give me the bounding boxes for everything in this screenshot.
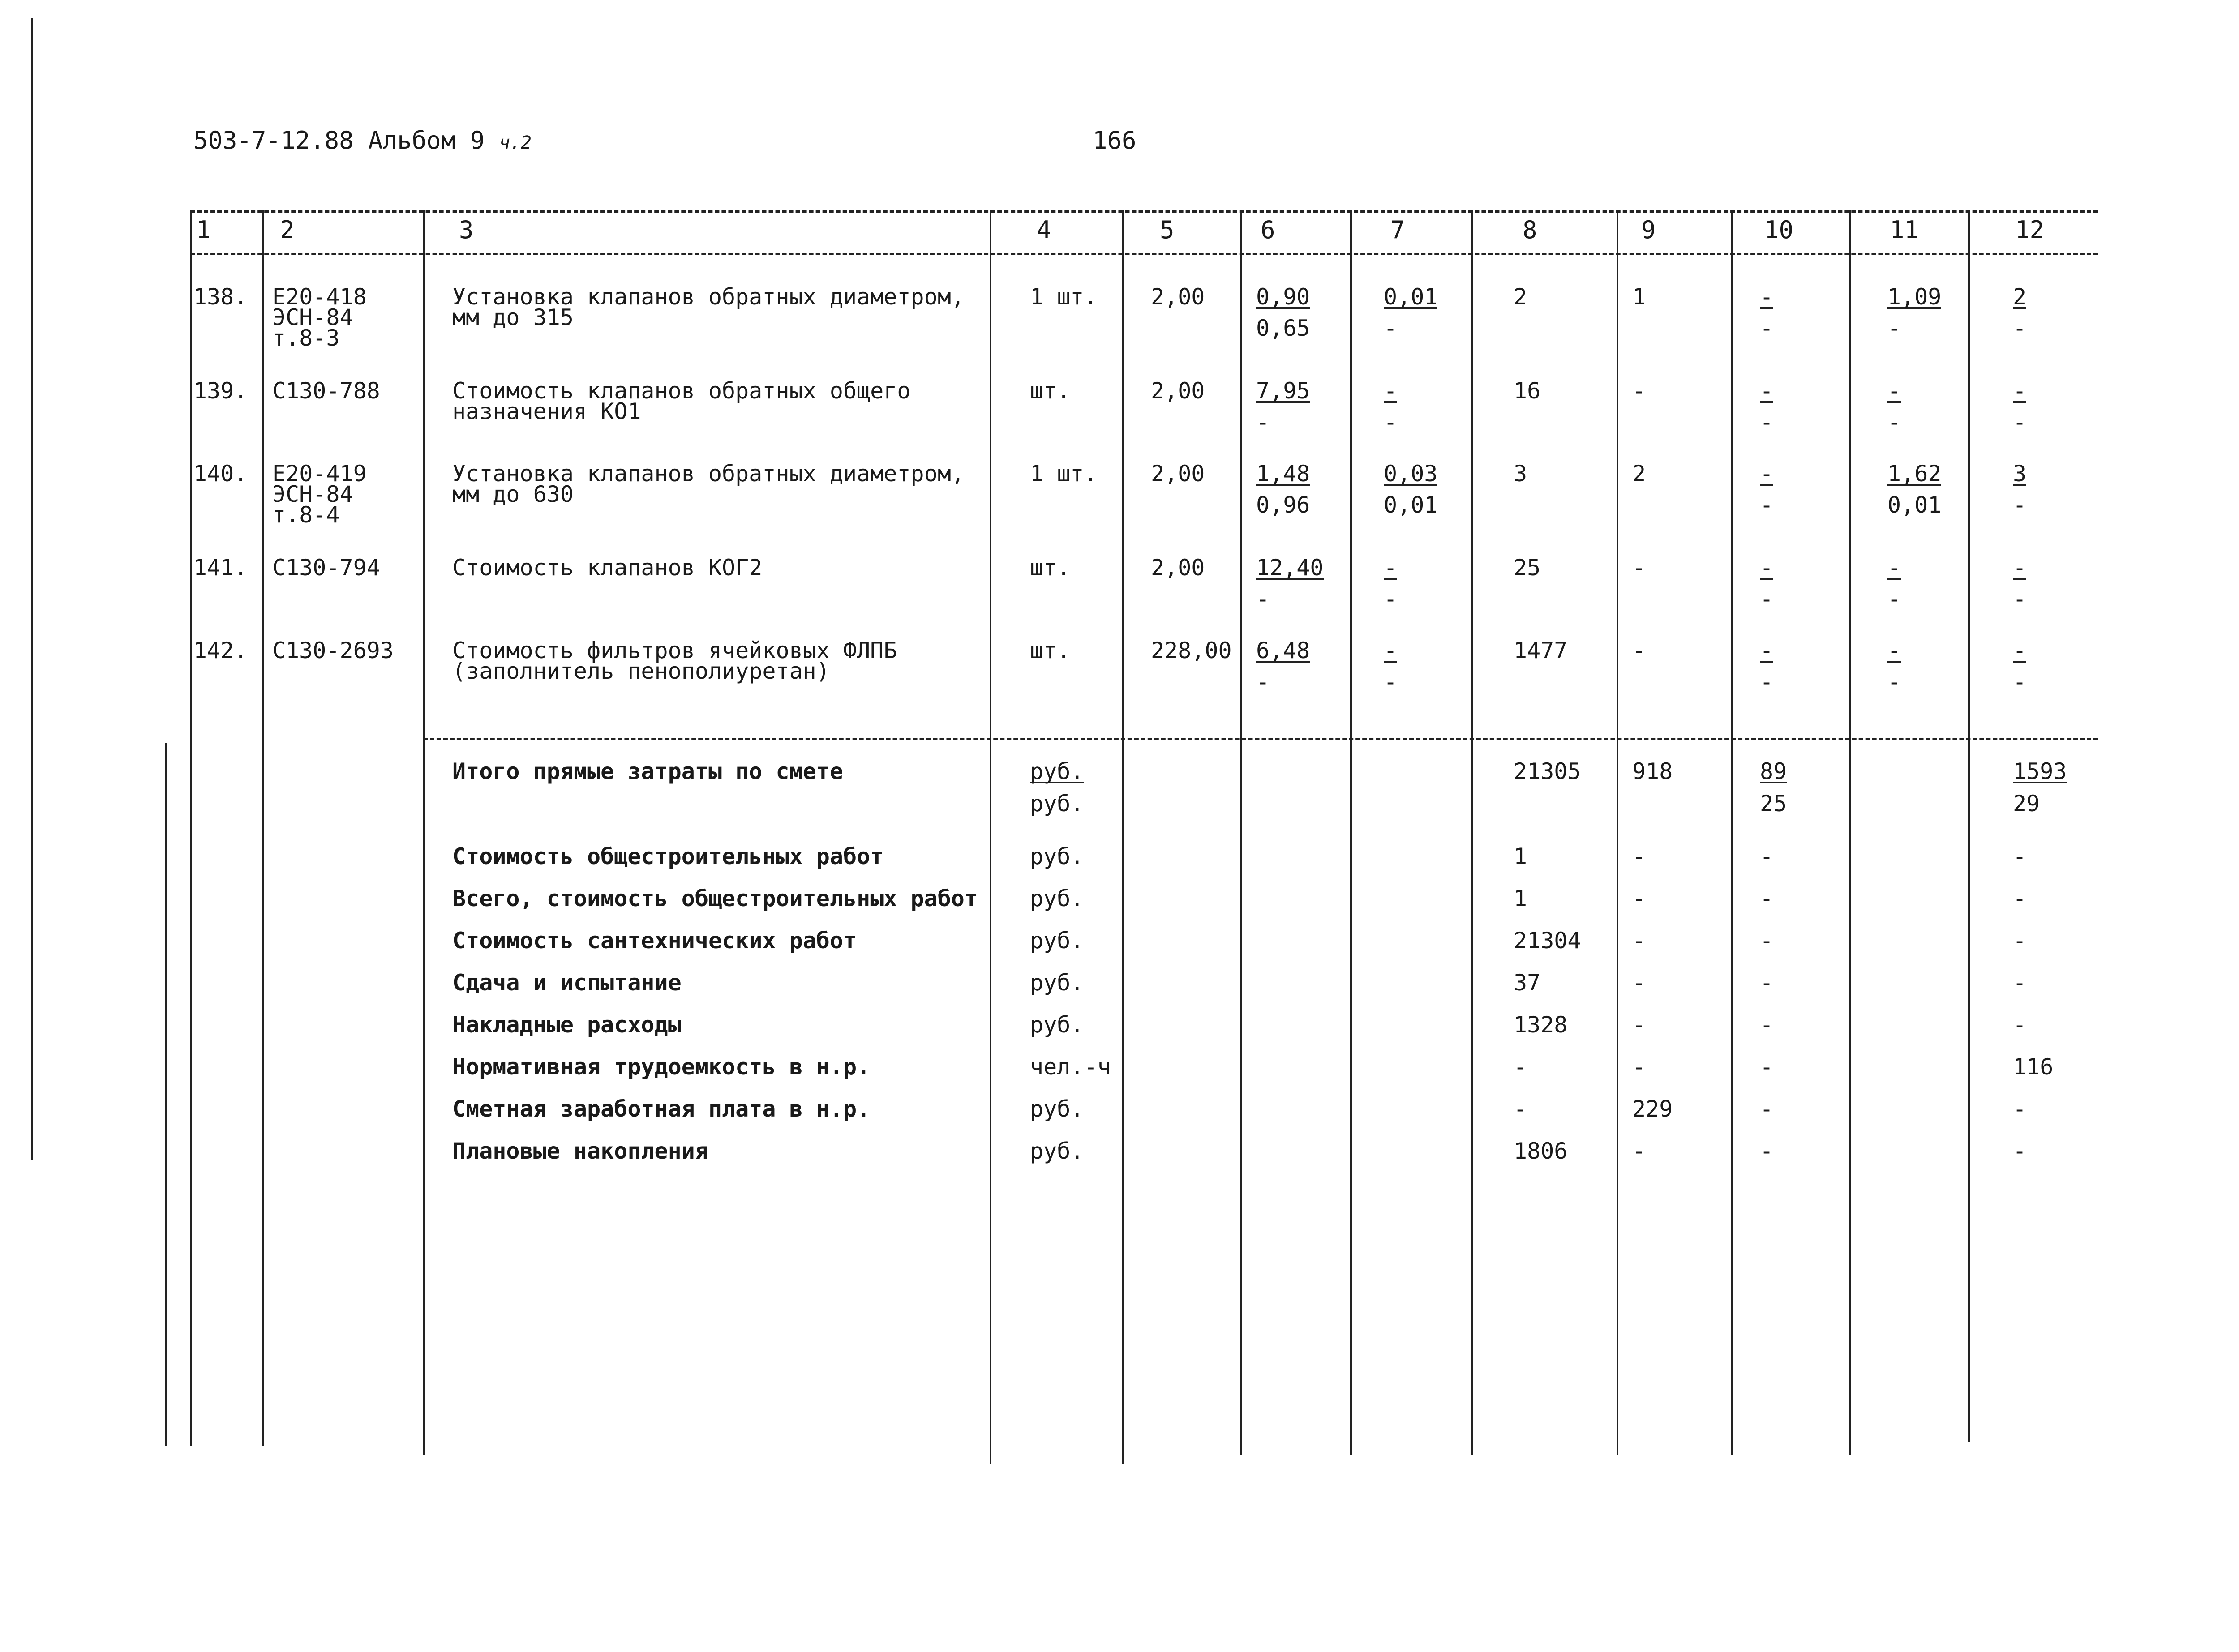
row-number: 140.: [193, 461, 248, 487]
column-header: 12: [2015, 216, 2045, 244]
row-col11-bottom: -: [1887, 586, 1901, 612]
row-name: Установка клапанов обратных диаметром,: [452, 461, 965, 487]
totals-direct-label: Итого прямые затраты по смете: [452, 758, 843, 784]
row-code: Е20-418: [272, 284, 367, 310]
row-col6-top: 12,40: [1256, 555, 1324, 581]
totals-line-col10: -: [1760, 1054, 1774, 1080]
row-col7-bottom: -: [1384, 409, 1398, 435]
row-code: т.8-3: [272, 325, 340, 351]
row-col11-bottom: -: [1887, 409, 1901, 435]
row-col11-top: -: [1887, 555, 1901, 581]
totals-line-col8: -: [1514, 1054, 1527, 1080]
totals-direct-unit-1: руб.: [1030, 758, 1084, 784]
row-code: С130-2693: [272, 638, 394, 663]
page-number: 166: [1093, 126, 1137, 154]
totals-line-col9: -: [1632, 886, 1646, 912]
row-code: т.8-4: [272, 502, 340, 528]
row-col10-bottom: -: [1760, 492, 1774, 518]
row-name: мм до 315: [452, 304, 574, 330]
row-code: С130-794: [272, 555, 380, 581]
totals-line-unit: руб.: [1030, 928, 1084, 954]
totals-line-col12: -: [2013, 1138, 2027, 1164]
row-col6-bottom: -: [1256, 409, 1270, 435]
row-col8: 3: [1514, 461, 1527, 487]
totals-line-col10: -: [1760, 970, 1774, 996]
row-number: 142.: [193, 638, 248, 663]
header-bottom-rule: [190, 253, 2098, 255]
row-name: Стоимость клапанов КОГ2: [452, 555, 763, 581]
row-col6-bottom: -: [1256, 586, 1270, 612]
column-divider: [1968, 210, 1970, 1442]
totals-line-label: Всего, стоимость общестроительных работ: [452, 886, 978, 912]
row-code: ЭСН-84: [272, 481, 353, 507]
row-qty: 2,00: [1151, 555, 1205, 581]
row-col10-bottom: -: [1760, 315, 1774, 341]
row-col6-bottom: -: [1256, 669, 1270, 695]
row-col7-bottom: -: [1384, 669, 1398, 695]
row-unit: 1 шт.: [1030, 461, 1098, 487]
row-number: 139.: [193, 378, 248, 404]
row-number: 141.: [193, 555, 248, 581]
column-divider: [1471, 210, 1473, 1455]
totals-line-label: Нормативная трудоемкость в н.р.: [452, 1054, 871, 1080]
column-divider: [423, 210, 425, 1455]
totals-line-col8: 21304: [1514, 928, 1581, 954]
row-col6-top: 1,48: [1256, 461, 1310, 487]
totals-line-unit: руб.: [1030, 843, 1084, 869]
totals-line-col9: -: [1632, 843, 1646, 869]
row-col6-bottom: 0,65: [1256, 315, 1310, 341]
totals-line-col8: 37: [1514, 970, 1541, 996]
column-header: 5: [1160, 216, 1175, 244]
row-col10-bottom: -: [1760, 409, 1774, 435]
row-name: Установка клапанов обратных диаметром,: [452, 284, 965, 310]
row-name: Стоимость клапанов обратных общего: [452, 378, 911, 404]
row-name: (заполнитель пенополиуретан): [452, 658, 830, 684]
row-col10-top: -: [1760, 284, 1774, 310]
column-divider: [190, 210, 192, 1446]
row-col10-top: -: [1760, 378, 1774, 404]
totals-line-col9: -: [1632, 970, 1646, 996]
totals-line-col8: 1: [1514, 886, 1527, 912]
totals-line-label: Плановые накопления: [452, 1138, 708, 1164]
totals-line-label: Сметная заработная плата в н.р.: [452, 1096, 871, 1122]
column-header: 1: [196, 216, 211, 244]
column-divider: [1240, 210, 1242, 1455]
column-divider: [1350, 210, 1352, 1455]
row-col6-top: 0,90: [1256, 284, 1310, 310]
totals-line-label: Накладные расходы: [452, 1012, 682, 1038]
totals-line-col10: -: [1760, 1138, 1774, 1164]
totals-direct-col12-top: 1593: [2013, 758, 2067, 784]
totals-separator: [423, 738, 2098, 740]
totals-line-unit: руб.: [1030, 1096, 1084, 1122]
totals-line-unit: руб.: [1030, 970, 1084, 996]
row-col9: 1: [1632, 284, 1646, 310]
totals-line-col12: 116: [2013, 1054, 2054, 1080]
row-col11-top: -: [1887, 378, 1901, 404]
row-col8: 25: [1514, 555, 1541, 581]
row-col12-bottom: -: [2013, 492, 2027, 518]
row-col10-bottom: -: [1760, 669, 1774, 695]
totals-line-col9: -: [1632, 1054, 1646, 1080]
row-col8: 2: [1514, 284, 1527, 310]
column-divider: [990, 210, 991, 1464]
row-col12-top: -: [2013, 378, 2027, 404]
totals-line-unit: руб.: [1030, 1138, 1084, 1164]
row-qty: 2,00: [1151, 461, 1205, 487]
row-col11-top: 1,09: [1887, 284, 1942, 310]
row-code: ЭСН-84: [272, 304, 353, 330]
row-name: назначения КО1: [452, 398, 641, 424]
totals-direct-col12-bottom: 29: [2013, 791, 2040, 817]
row-col7-top: 0,01: [1384, 284, 1438, 310]
totals-line-label: Стоимость общестроительных работ: [452, 843, 884, 869]
column-header: 9: [1641, 216, 1656, 244]
totals-line-col12: -: [2013, 970, 2027, 996]
row-name: Стоимость фильтров ячейковых ФЛПБ: [452, 638, 897, 663]
totals-line-label: Стоимость сантехнических работ: [452, 928, 857, 954]
row-col7-bottom: 0,01: [1384, 492, 1438, 518]
totals-line-col10: -: [1760, 928, 1774, 954]
row-col12-bottom: -: [2013, 409, 2027, 435]
row-col12-top: 2: [2013, 284, 2027, 310]
totals-line-col10: -: [1760, 843, 1774, 869]
document-reference: [193, 126, 532, 154]
row-col11-bottom: -: [1887, 315, 1901, 341]
totals-line-unit: руб.: [1030, 886, 1084, 912]
row-qty: 2,00: [1151, 378, 1205, 404]
column-header: 11: [1890, 216, 1919, 244]
row-col11-top: 1,62: [1887, 461, 1942, 487]
row-col9: -: [1632, 378, 1646, 404]
row-col7-bottom: -: [1384, 586, 1398, 612]
totals-line-col12: -: [2013, 928, 2027, 954]
row-unit: 1 шт.: [1030, 284, 1098, 310]
row-col9: -: [1632, 638, 1646, 663]
row-col6-top: 7,95: [1256, 378, 1310, 404]
totals-line-col9: -: [1632, 1012, 1646, 1038]
row-col12-bottom: -: [2013, 586, 2027, 612]
row-col9: 2: [1632, 461, 1646, 487]
totals-line-col8: 1: [1514, 843, 1527, 869]
column-header: 10: [1764, 216, 1794, 244]
row-col6-top: 6,48: [1256, 638, 1310, 663]
row-col12-top: -: [2013, 555, 2027, 581]
column-header: 3: [459, 216, 474, 244]
column-divider: [1617, 210, 1618, 1455]
row-col7-top: 0,03: [1384, 461, 1438, 487]
totals-line-col8: 1806: [1514, 1138, 1568, 1164]
totals-line-col10: -: [1760, 886, 1774, 912]
row-qty: 2,00: [1151, 284, 1205, 310]
row-col10-top: -: [1760, 555, 1774, 581]
row-col12-top: -: [2013, 638, 2027, 663]
row-col10-top: -: [1760, 461, 1774, 487]
row-unit: шт.: [1030, 378, 1071, 404]
column-divider: [1849, 210, 1851, 1455]
totals-direct-unit-2: руб.: [1030, 791, 1084, 817]
totals-line-unit: чел.-ч: [1030, 1054, 1111, 1080]
totals-line-col9: -: [1632, 1138, 1646, 1164]
row-col12-bottom: -: [2013, 315, 2027, 341]
row-qty: 228,00: [1151, 638, 1232, 663]
row-col7-top: -: [1384, 638, 1398, 663]
margin-line: [31, 18, 33, 1160]
column-divider: [1122, 210, 1124, 1464]
row-col9: -: [1632, 555, 1646, 581]
document-reference-suffix: ч.2: [499, 133, 532, 153]
row-col11-bottom: -: [1887, 669, 1901, 695]
totals-line-col12: -: [2013, 1012, 2027, 1038]
totals-line-col9: -: [1632, 928, 1646, 954]
totals-direct-col8: 21305: [1514, 758, 1581, 784]
totals-direct-col10-top: 89: [1760, 758, 1787, 784]
totals-line-col10: -: [1760, 1012, 1774, 1038]
totals-line-col12: -: [2013, 1096, 2027, 1122]
row-number: 138.: [193, 284, 248, 310]
column-header: 2: [280, 216, 295, 244]
row-col7-bottom: -: [1384, 315, 1398, 341]
row-col10-top: -: [1760, 638, 1774, 663]
totals-line-col8: -: [1514, 1096, 1527, 1122]
row-col11-top: -: [1887, 638, 1901, 663]
totals-line-col10: -: [1760, 1096, 1774, 1122]
row-col11-bottom: 0,01: [1887, 492, 1942, 518]
totals-direct-col9: 918: [1632, 758, 1673, 784]
row-unit: шт.: [1030, 638, 1071, 663]
column-header: 6: [1261, 216, 1275, 244]
column-divider: [262, 210, 264, 1446]
row-col8: 1477: [1514, 638, 1568, 663]
row-unit: шт.: [1030, 555, 1071, 581]
totals-line-col9: 229: [1632, 1096, 1673, 1122]
column-header: 4: [1037, 216, 1051, 244]
row-col10-bottom: -: [1760, 586, 1774, 612]
row-col12-top: 3: [2013, 461, 2027, 487]
row-col7-top: -: [1384, 378, 1398, 404]
row-col7-top: -: [1384, 555, 1398, 581]
column-header: 8: [1523, 216, 1537, 244]
totals-line-label: Сдача и испытание: [452, 970, 682, 996]
column-divider: [1731, 210, 1733, 1455]
totals-line-col12: -: [2013, 843, 2027, 869]
totals-line-col8: 1328: [1514, 1012, 1568, 1038]
row-col6-bottom: 0,96: [1256, 492, 1310, 518]
row-code: Е20-419: [272, 461, 367, 487]
column-header: 7: [1390, 216, 1405, 244]
totals-line-col12: -: [2013, 886, 2027, 912]
row-col8: 16: [1514, 378, 1541, 404]
row-col12-bottom: -: [2013, 669, 2027, 695]
row-name: мм до 630: [452, 481, 574, 507]
totals-direct-col10-bottom: 25: [1760, 791, 1787, 817]
header-top-rule: [190, 210, 2098, 213]
table-left-border: [165, 743, 167, 1446]
row-code: С130-788: [272, 378, 380, 404]
document-reference-main: 503-7-12.88 Альбом 9: [193, 126, 485, 154]
totals-line-unit: руб.: [1030, 1012, 1084, 1038]
